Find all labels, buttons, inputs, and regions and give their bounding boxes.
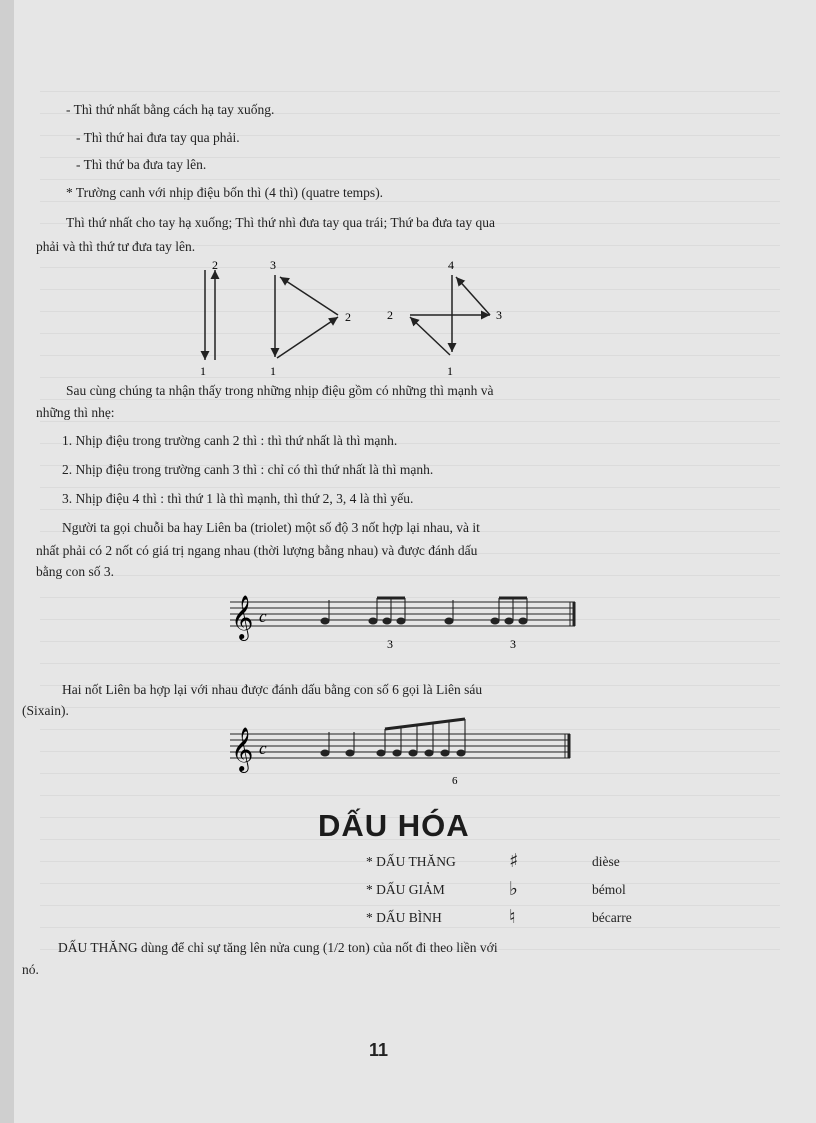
treble-clef-icon: 𝄞 <box>231 597 254 639</box>
two-beat-diagram <box>200 258 218 378</box>
text-line: 3. Nhịp điệu 4 thì : thì thứ 1 là thì mạnh, thì thứ 2, 3, 4 là thì yếu. <box>62 491 414 506</box>
sextuplet-number: 6 <box>452 775 458 787</box>
beat-label: 3 <box>270 258 276 272</box>
triplet-staff <box>225 590 580 655</box>
triplet-number: 3 <box>387 637 393 651</box>
treble-clef-icon: 𝄞 <box>231 729 254 771</box>
beat-label: 3 <box>496 308 502 322</box>
four-beat-diagram <box>387 258 502 378</box>
conducting-diagrams <box>190 255 520 380</box>
accidental-name: * DẤU BÌNH <box>366 910 442 925</box>
text-line: (Sixain). <box>22 703 69 718</box>
accidental-french: bécarre <box>592 910 632 925</box>
beat-label: 2 <box>212 258 218 272</box>
notes <box>321 719 465 756</box>
page-gutter <box>0 0 14 1123</box>
text-line: những thì nhẹ: <box>36 405 115 420</box>
beat-label: 1 <box>447 364 453 378</box>
time-signature: c <box>259 739 267 758</box>
text-line: - Thì thứ ba đưa tay lên. <box>76 157 207 172</box>
text-line: nhất phải có 2 nốt có giá trị ngang nhau (thời lượng bằng nhau) và được đánh dấu <box>36 543 478 558</box>
text-line: bằng con số 3. <box>36 564 114 579</box>
text-line: 2. Nhịp điệu trong trường canh 3 thì : chỉ có thì thứ nhất là thì mạnh. <box>62 462 434 477</box>
three-beat-diagram <box>270 258 351 378</box>
flat-icon: ♭ <box>509 878 518 900</box>
text-line: 1. Nhịp điệu trong trường canh 2 thì : thì thứ nhất là thì mạnh. <box>62 433 398 448</box>
text-line: phải và thì thứ tư đưa tay lên. <box>36 239 196 254</box>
sextuplet-staff <box>225 712 575 787</box>
text-line: nó. <box>22 962 39 977</box>
beat-label: 2 <box>387 308 393 322</box>
beat-label: 4 <box>448 258 454 272</box>
sharp-icon: ♯ <box>509 850 519 872</box>
text-line: - Thì thứ hai đưa tay qua phải. <box>76 130 240 145</box>
section-title: DẤU HÓA <box>318 808 470 843</box>
text-line: Hai nốt Liên ba hợp lại với nhau được đánh dấu bằng con số 6 gọi là Liên sáu <box>62 682 483 697</box>
text-line: * Trường canh với nhịp điệu bốn thì (4 thì) (quatre temps). <box>66 185 384 200</box>
beat-label: 1 <box>270 364 276 378</box>
text-line: Thì thứ nhất cho tay hạ xuống; Thì thứ nhì đưa tay qua trái; Thứ ba đưa tay qua <box>66 215 495 230</box>
beat-label: 2 <box>345 310 351 324</box>
beat-label: 1 <box>200 364 206 378</box>
accidental-name: * DẤU GIẢM <box>366 882 445 897</box>
triplet-number: 3 <box>510 637 516 651</box>
accidental-french: dièse <box>592 854 620 869</box>
page-number: 11 <box>369 1040 389 1060</box>
text-line: DẤU THĂNG dùng để chỉ sự tăng lên nửa cung (1/2 ton) của nốt đi theo liền với <box>58 940 498 955</box>
time-signature: c <box>259 607 267 626</box>
text-line: Sau cùng chúng ta nhận thấy trong những nhịp điệu gồm có những thì mạnh và <box>66 383 494 398</box>
natural-icon: ♮ <box>509 906 516 928</box>
text-line: Người ta gọi chuỗi ba hay Liên ba (triolet) một số độ 3 nốt hợp lại nhau, và it <box>62 520 480 535</box>
accidental-french: bémol <box>592 882 626 897</box>
text-line: - Thì thứ nhất bằng cách hạ tay xuống. <box>66 102 275 117</box>
accidental-name: * DẤU THĂNG <box>366 854 456 869</box>
